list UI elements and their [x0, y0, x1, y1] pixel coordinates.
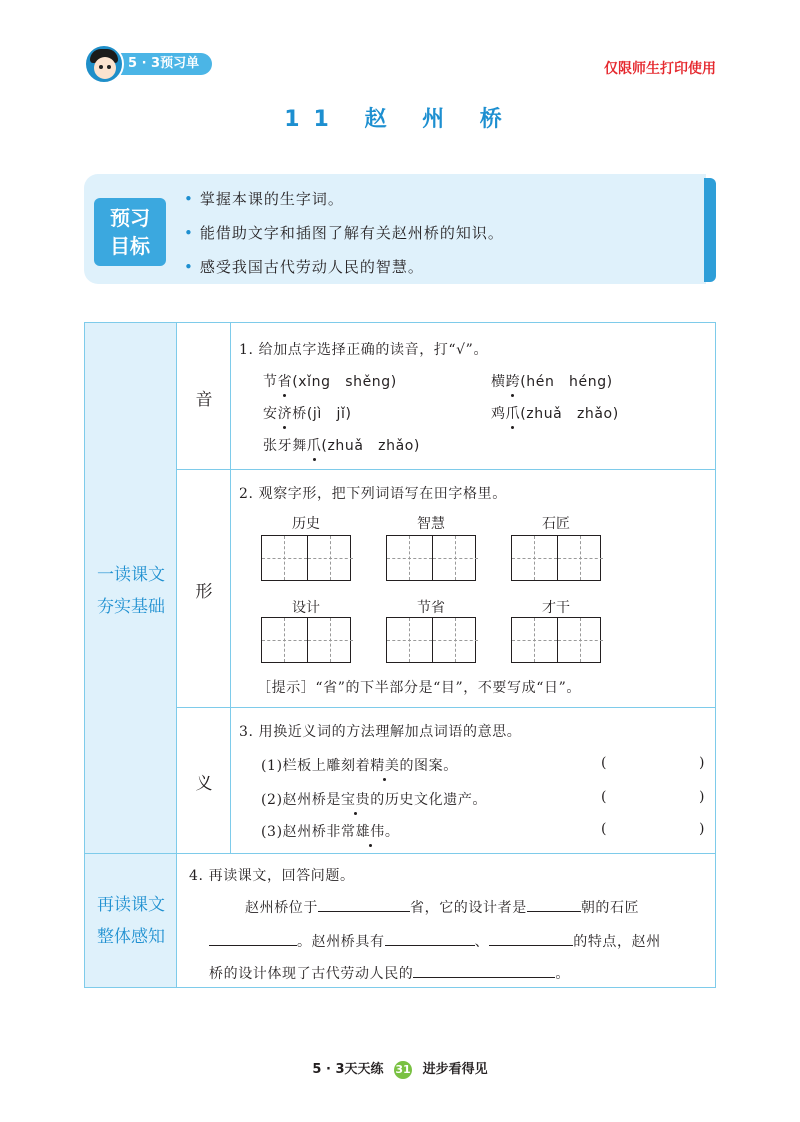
tianzige-box[interactable]: [511, 617, 601, 663]
dotted-char: 跨: [506, 371, 521, 391]
row-divider: [177, 469, 715, 470]
pinyin-choice[interactable]: [263, 435, 420, 455]
section1-label-line1: 一读课文: [97, 565, 165, 585]
synonym-item: [261, 755, 458, 775]
objectives-badge-line1: 预习: [110, 206, 150, 230]
answer-paren-close: ): [699, 755, 705, 771]
objectives-list: [184, 184, 504, 286]
char: 桥: [292, 406, 307, 422]
pinyin-choice[interactable]: [263, 371, 397, 391]
sentence-text: (3)赵州桥非常: [261, 824, 356, 840]
pinyin-options: (zhuǎ zhǎo): [520, 406, 619, 422]
tianzige-box[interactable]: [386, 617, 476, 663]
word-label: 石匠: [542, 516, 570, 532]
answer-blank[interactable]: [413, 963, 555, 978]
answer-blank[interactable]: [209, 931, 297, 946]
shape-label: 形: [195, 582, 213, 602]
row-divider: [85, 853, 715, 854]
sentence-text: 赵州桥位于: [245, 900, 318, 916]
answer-blank[interactable]: [527, 897, 581, 912]
page-footer: [0, 1058, 800, 1079]
synonym-item: [261, 789, 487, 809]
pinyin-choice[interactable]: [491, 403, 619, 423]
dotted-word: 宝贵: [341, 789, 370, 809]
objective-item: • 掌握本课的生字词。: [184, 184, 504, 218]
tianzige-box[interactable]: [386, 535, 476, 581]
pinyin-options: (xǐng shěng): [292, 374, 397, 390]
exercise-table: [84, 322, 716, 988]
dotted-word: 精美: [370, 755, 399, 775]
pinyin-options: (hén héng): [520, 374, 613, 390]
question-1: 1. 给加点字选择正确的读音，打“√”。: [239, 342, 489, 358]
objectives-edge: [704, 178, 716, 282]
answer-paren-close: ): [699, 821, 705, 837]
question-3: 3. 用换近义词的方法理解加点词语的意思。: [239, 724, 522, 740]
sentence-text: 。赵州桥具有: [297, 934, 385, 950]
sentence-text: 桥的设计体现了古代劳动人民的: [209, 966, 414, 982]
pinyin-options: (jì jǐ): [306, 406, 352, 422]
mascot-icon: [84, 44, 124, 84]
pinyin-choice[interactable]: [263, 403, 352, 423]
sentence-text: 省，它的设计者是: [410, 900, 527, 916]
row-divider: [177, 707, 715, 708]
word-label: 节省: [417, 600, 445, 616]
question-4: 4. 再读课文，回答问题。: [189, 868, 355, 884]
sentence-text: 、: [474, 934, 490, 950]
word-label: 设计: [292, 600, 320, 616]
footer-brand: 5 · 3天天练: [312, 1062, 384, 1077]
section1-label-line2: 夯实基础: [97, 597, 165, 617]
sentence-text: (2)赵州桥是: [261, 792, 342, 808]
answer-paren-open: (: [601, 755, 607, 771]
dotted-char: 省: [278, 371, 293, 391]
fill-line-1: [245, 897, 639, 917]
fill-line-2: [209, 931, 661, 951]
synonym-item: [261, 821, 399, 841]
pinyin-choice[interactable]: [491, 371, 613, 391]
page-number: 31: [394, 1061, 412, 1079]
sentence-text: 朝的石匠: [580, 900, 640, 916]
pronunciation-label: 音: [195, 390, 213, 410]
char: 横: [491, 374, 506, 390]
char: 张牙舞: [263, 438, 307, 454]
answer-paren-close: ): [699, 789, 705, 805]
section2-label-line1: 再读课文: [97, 895, 165, 915]
answer-paren-open: (: [601, 789, 607, 805]
brand-logo: [84, 44, 224, 84]
print-notice: 仅限师生打印使用: [604, 61, 716, 77]
sentence-text: (1)栏板上雕刻着: [261, 758, 371, 774]
lesson-title: 11 赵 州 桥: [284, 107, 516, 132]
brand-name: 5 · 3预习单: [104, 53, 212, 75]
sentence-text: 的历史文化遗产。: [370, 792, 488, 808]
objective-item: • 能借助文字和插图了解有关赵州桥的知识。: [184, 218, 504, 252]
dotted-word: 雄伟: [356, 821, 385, 841]
sentence-text: 。: [384, 824, 400, 840]
word-label: 才干: [542, 600, 570, 616]
answer-paren-open: (: [601, 821, 607, 837]
objectives-badge: [94, 198, 166, 266]
dotted-char: 爪: [307, 435, 322, 455]
answer-blank[interactable]: [385, 931, 475, 946]
sentence-text: 的特点，赵州: [573, 934, 661, 950]
meaning-label: 义: [195, 774, 213, 794]
fill-line-3: [209, 963, 570, 983]
tianzige-box[interactable]: [511, 535, 601, 581]
footer-slogan: 进步看得见: [422, 1062, 488, 1077]
section1-label: [85, 559, 177, 623]
dotted-char: 济: [278, 403, 293, 423]
word-label: 智慧: [417, 516, 445, 532]
dotted-char: 爪: [506, 403, 521, 423]
section-label-column: [85, 323, 177, 987]
answer-blank[interactable]: [318, 897, 410, 912]
char: 安: [263, 406, 278, 422]
section2-label: [85, 889, 177, 953]
objectives-badge-line2: 目标: [110, 234, 150, 258]
char: 鸡: [491, 406, 506, 422]
section2-label-line2: 整体感知: [97, 927, 165, 947]
question-2: 2. 观察字形，把下列词语写在田字格里。: [239, 486, 507, 502]
char: 节: [263, 374, 278, 390]
sentence-text: 。: [555, 966, 571, 982]
objective-item: • 感受我国古代劳动人民的智慧。: [184, 252, 504, 286]
sentence-text: 的图案。: [399, 758, 458, 774]
tianzige-box[interactable]: [261, 535, 351, 581]
word-label: 历史: [292, 516, 320, 532]
hint: ［提示］“省”的下半部分是“目”，不要写成“日”。: [257, 680, 581, 696]
pinyin-options: (zhuǎ zhǎo): [321, 438, 420, 454]
answer-blank[interactable]: [489, 931, 573, 946]
tianzige-box[interactable]: [261, 617, 351, 663]
